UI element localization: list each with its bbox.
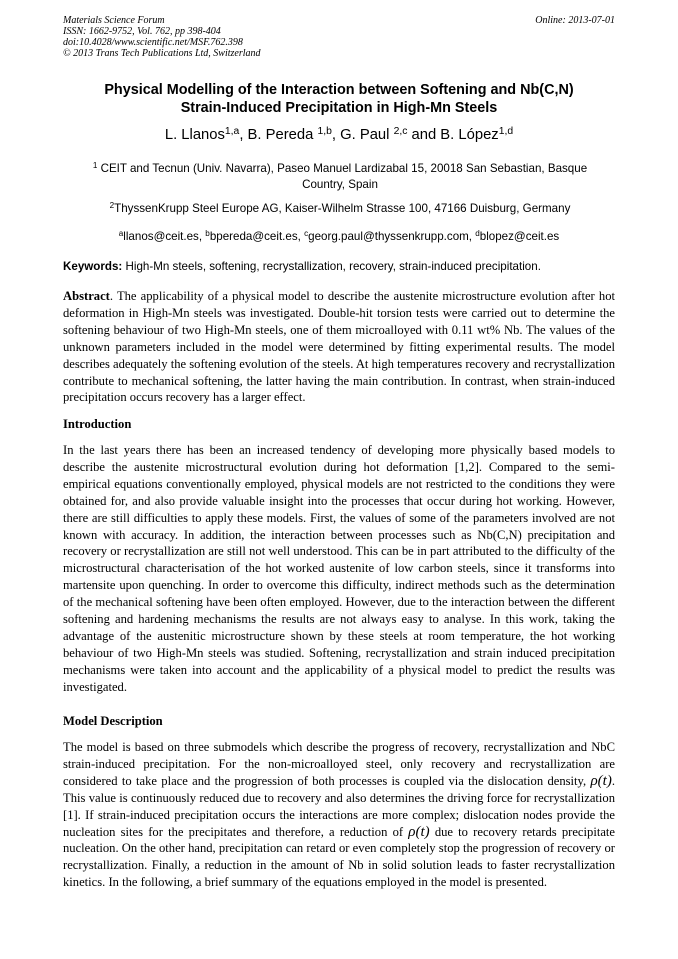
online-date: Online: 2013-07-01 bbox=[535, 15, 615, 26]
author-4: and B. López bbox=[407, 127, 499, 143]
email-c-marker: c bbox=[304, 228, 309, 238]
affiliation-2-text: ThyssenKrupp Steel Europe AG, Kaiser-Wilhelm Strasse 100, 47166 Duisburg, Germany bbox=[114, 202, 571, 215]
author-2: , B. Pereda bbox=[239, 127, 318, 143]
affiliation-1-number: 1 bbox=[92, 160, 98, 170]
title-line-1: Physical Modelling of the Interaction between Softening and Nb(C,N) bbox=[104, 82, 574, 98]
abstract bbox=[63, 288, 615, 406]
author-2-affiliation: 1,b bbox=[317, 125, 332, 137]
title-line-2: Strain-Induced Precipitation in High-Mn Steels bbox=[180, 100, 498, 116]
keywords-label: Keywords: bbox=[63, 260, 123, 273]
author-1: L. Llanos bbox=[164, 127, 225, 143]
affiliation-2-number: 2 bbox=[109, 200, 115, 210]
paper-title bbox=[60, 81, 618, 117]
issn-line: ISSN: 1662-9752, Vol. 762, pp 398-404 bbox=[63, 26, 221, 37]
keywords bbox=[63, 259, 615, 275]
email-d-marker: d bbox=[475, 228, 480, 238]
keywords-text: High-Mn steels, softening, recrystallization, recovery, strain-induced precipitation. bbox=[122, 260, 541, 273]
affiliation-1 bbox=[70, 161, 610, 193]
model-text-part-3: due to recovery retards precipitate nucleation. On the other hand, precipitation can retard or even completely stop the progression of recovery or recrystallization. Finally, a reduction in the amount of Nb in solid solution leads to faster recrystallization kinetics. In the following, a brief summary of the equations employed in the model is presented. bbox=[63, 824, 615, 890]
author-4-affiliation: 1,d bbox=[498, 125, 514, 137]
email-a-marker: a bbox=[118, 228, 124, 238]
model-text-part-2: . This value is continuously reduced due to recovery and also determines the driving force for recrystallization [1]. If strain-induced precipitation occurs the interactions are more complex; dislocation nodes provide the nucleation sites for the precipitates and therefore, a reduction of bbox=[63, 773, 615, 839]
doi-line: doi:10.4028/www.scientific.net/MSF.762.398 bbox=[63, 37, 243, 48]
copyright-line: © 2013 Trans Tech Publications Ltd, Switzerland bbox=[63, 48, 261, 59]
author-1-affiliation: 1,a bbox=[224, 125, 240, 137]
model-description-text bbox=[63, 739, 615, 891]
rho-t-symbol: ρ(t) bbox=[590, 772, 612, 789]
model-description-heading: Model Description bbox=[63, 714, 163, 728]
email-c[interactable]: georg.paul@thyssenkrupp.com, bbox=[308, 230, 476, 243]
abstract-label: Abstract bbox=[63, 289, 110, 303]
email-b[interactable]: bpereda@ceit.es, bbox=[209, 230, 305, 243]
author-3-affiliation: 2,c bbox=[393, 125, 408, 137]
email-a[interactable]: llanos@ceit.es, bbox=[123, 230, 206, 243]
affiliation-2 bbox=[70, 201, 610, 217]
email-b-marker: b bbox=[205, 228, 210, 238]
introduction-text: In the last years there has been an increased tendency of developing more physically based models to describe the austenite microstructural evolution during hot deformation [1,2]. Compared to the semi-empirical equations conventionally employed, physical models are not restricted to the conditions they were obtained for, and also provide valuable insight into the processes that occur during hot working. However, there are still difficulties to apply these models. First, the values of some of the parameters involved are not known with accuracy. In addition, the interaction between processes such as Nb(C,N) precipitation and recovery or recrystallization are still not well understood. This can be in part attributed to the difficulty of the microstructural characterisation of the hot worked austenite of low carbon steels, since it transforms into martensite upon quenching. In order to overcome this difficulty, indirect methods such as the determination of the mechanical softening have been often employed. However, due to the interaction between the different softening and hardening mechanisms the results are not always easy to analyse. In this work, taking the advantage of the austenitic microstructure shown by these steels at room temperature, the hot working behaviour of two High-Mn steels was studied. Softening, recrystallization and strain induced precipitation mechanisms were taken into account and the applicability of a physical model to predict the results was investigated. bbox=[63, 443, 615, 694]
author-list bbox=[60, 126, 618, 144]
model-text-part-1: The model is based on three submodels which describe the progress of recovery, recrystallization and NbC strain-induced precipitation. For the non-microalloyed steel, only recovery and recrystallization are considered to take place and the progression of both processes is coupled via the dislocation density, bbox=[63, 740, 615, 788]
abstract-text: . The applicability of a physical model to describe the austenite microstructure evolution after hot deformation in High-Mn steels was investigated. Double-hit torsion tests were carried out to determine the softening behaviour of two High-Mn steels, one of them microalloyed with 0.11 wt% Nb. The values of the unknown parameters included in the model were determined by fitting experimental results. The model describes adequately the softening evolution of the steels. At high temperatures recovery and recrystallization contribute to mechanical softening, the latter having the main contribution. In contrast, when strain-induced precipitation occurs recovery has a larger effect. bbox=[63, 289, 615, 405]
journal-name: Materials Science Forum bbox=[63, 15, 165, 26]
introduction-heading: Introduction bbox=[63, 417, 132, 431]
affiliation-1-text: CEIT and Tecnun (Univ. Navarra), Paseo Manuel Lardizabal 15, 20018 San Sebastian, Basque Country, Spain bbox=[97, 162, 588, 191]
author-3: , G. Paul bbox=[331, 127, 394, 143]
journal-header bbox=[63, 15, 615, 59]
rho-t-symbol-2: ρ(t) bbox=[408, 823, 430, 840]
email-d[interactable]: blopez@ceit.es bbox=[479, 230, 560, 243]
email-list bbox=[60, 229, 618, 245]
